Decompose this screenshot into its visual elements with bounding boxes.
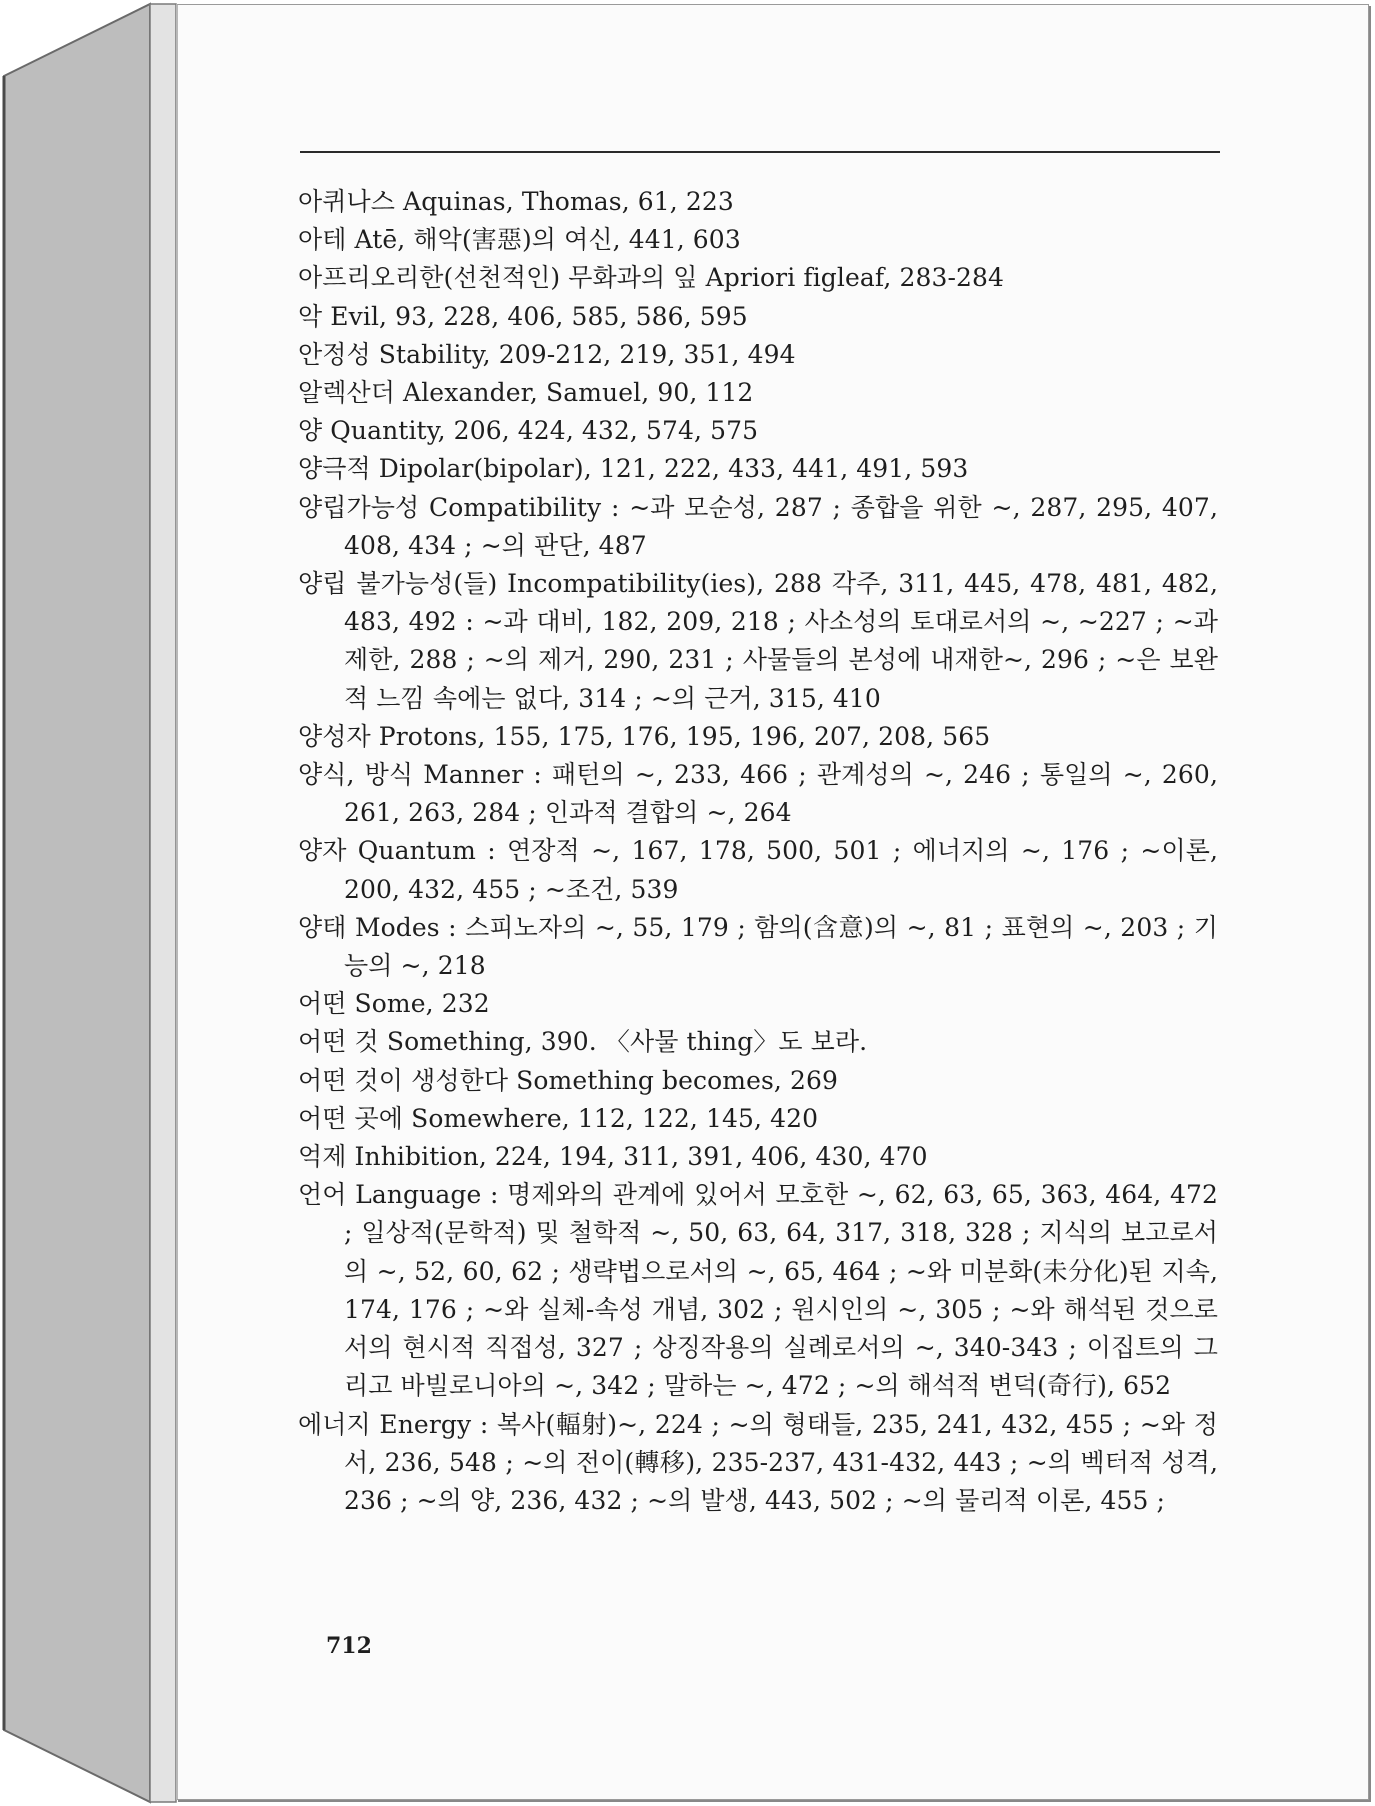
index-entry: 언어 Language : 명제와의 관계에 있어서 모호한 ~, 62, 63, 65, 363, 464, 472 ; 일상적(문학적) 및 철학적 ~, 50, 63, 64, 317, 318, 328 ; 지식의 보고로서의 ~, 52, 60, 62 ; 생략법으로서의 ~, 65, 464 ; ~와 미분화(未分化)된 지속, 174, 176 ; ~와 실체-속성 개념, 302 ; 원시인의 ~, 305 ; ~와 해석된 것으로서의 현시적 직접성, 327 ; 상징작용의 실례로서의 ~, 340-343 ; 이집트의 그리고 바빌로니아의 ~, 342 ; 말하는 ~, 472 ; ~의 해석적 변덕(奇行), 652 [298,1180,1218,1401]
header-rule [300,151,1220,153]
index-entry: 아테 Atē, 해악(害惡)의 여신, 441, 603 [298,225,741,255]
index-entry: 어떤 Some, 232 [298,989,490,1019]
index-entry: 안정성 Stability, 209-212, 219, 351, 494 [298,339,796,369]
page-number: 712 [326,1633,372,1659]
index-entry: 아퀴나스 Aquinas, Thomas, 61, 223 [298,187,734,216]
index-entries [298,183,1218,1520]
index-entry: 어떤 것 Something, 390. 〈사물 thing〉도 보라. [298,1027,868,1057]
index-entry: 양태 Modes : 스피노자의 ~, 55, 179 ; 함의(含意)의 ~, 81 ; 표현의 ~, 203 ; 기능의 ~, 218 [298,912,1218,981]
index-entry: 알렉산더 Alexander, Samuel, 90, 112 [298,378,754,408]
book-spine [0,0,180,1806]
index-entry: 양립가능성 Compatibility : ~과 모순성, 287 ; 종합을 위한 ~, 287, 295, 407, 408, 434 ; ~의 판단, 487 [298,492,1218,560]
index-entry: 양립 불가능성(들) Incompatibility(ies), 288 각주, 311, 445, 478, 481, 482, 483, 492 : ~과 대비, 182, 209, 218 ; 사소성의 토대로서의 ~, ~227 ; ~과 제한, 288 ; ~의 제거, 290, 231 ; 사물들의 본성에 내재한~, 296 ; ~은 보완적 느낌 속에는 없다, 314 ; ~의 근거, 315, 410 [298,569,1218,713]
index-entry: 양자 Quantum : 연장적 ~, 167, 178, 500, 501 ; 에너지의 ~, 176 ; ~이론, 200, 432, 455 ; ~조건, 539 [298,836,1218,904]
index-entry: 어떤 것이 생성한다 Something becomes, 269 [298,1065,839,1095]
index-entry: 양성자 Protons, 155, 175, 176, 195, 196, 207, 208, 565 [298,721,991,751]
index-entry: 억제 Inhibition, 224, 194, 311, 391, 406, 430, 470 [298,1142,928,1172]
index-entry: 양 Quantity, 206, 424, 432, 574, 575 [298,416,759,446]
index-entry: 에너지 Energy : 복사(輻射)~, 224 ; ~의 형태들, 235, 241, 432, 455 ; ~와 정서, 236, 548 ; ~의 전이(轉移), 235-237, 431-432, 443 ; ~의 벡터적 성격, 236 ; ~의 양, 236, 432 ; ~의 발생, 443, 502 ; ~의 물리적 이론, 455 ; [298,1409,1218,1515]
index-entry: 어떤 곳에 Somewhere, 112, 122, 145, 420 [298,1103,819,1133]
index-entry: 양식, 방식 Manner : 패턴의 ~, 233, 466 ; 관계성의 ~, 246 ; 통일의 ~, 260, 261, 263, 284 ; 인과적 결합의 ~, 264 [298,760,1218,828]
index-entry: 악 Evil, 93, 228, 406, 585, 586, 595 [298,301,748,331]
index-entry: 아프리오리한(선천적인) 무화과의 잎 Apriori figleaf, 283-284 [298,263,1005,293]
book-page [176,4,1369,1800]
index-entry: 양극적 Dipolar(bipolar), 121, 222, 433, 441, 491, 593 [298,454,969,484]
